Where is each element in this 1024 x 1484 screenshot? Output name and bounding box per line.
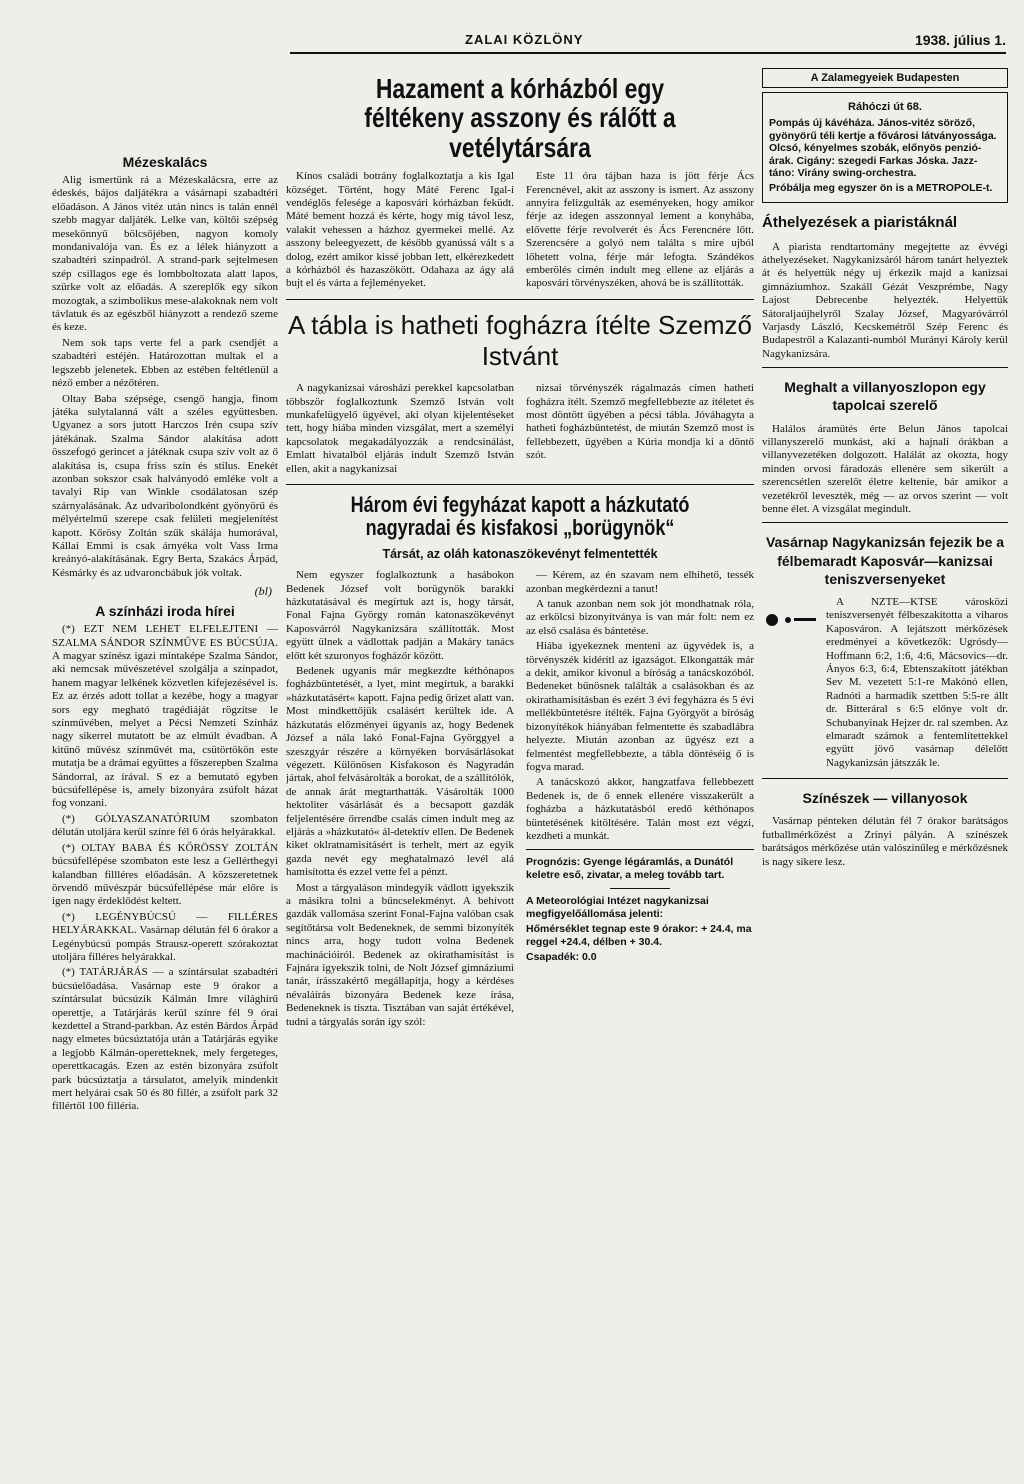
paragraph: Oltay Baba szépsége, csengő hangja, finom játéka sulytalanná vált a széles együttesben. Ugyanez a sors jutott Harczos Irén csupa szív játékának. Szalma Sándor alakítása adott összefogó gerincet a játéknak csupa szív volt az ő alakítása is, csupa friss szín és stílus. Enekét azonban sokszor csak halványodó emléke volt a tavalyi Rip van Winkle csodálatosan szép szárnyalásának. Az udvaribolondként gyönyörű és mélyértelmű szerepe csak felületi megjelenítést kapott. Kőrösy Zoltán szűk skálája humorával, Kállai Emmi is csak árnyéka volt Vass Irma kreányó-alakításának. Egry Berta, Szakács Árpád, Késmárky és az udvaroncbábuk jók voltak. bbox=[52, 392, 278, 579]
story-szemzo bbox=[286, 382, 754, 478]
article-title-szineszek: Színészek — villanyosok bbox=[802, 790, 968, 807]
ad-text: Pompás új kávéháza. János-vitéz söröző, gyönyörű téli kertje a fővárosi látványossága. Olcsó, kényelmes szobák, előnyös penzió-árak. Cigány: szegedi Farkas Jóska. Jazz-táno: Virány swing-orchestra. bbox=[769, 117, 997, 179]
paragraph: A piarista rendtartomány megejtette az évvégi áthelyezéseket. Nagykanizsáról három tanárt helyeztek át és helyettük négy uj érkezik majd a kanizsai gimnáziumhoz. Szakáll Gézát Veszprémbe, Nagy Lajost Debrecenbe helyezték. Helyettük Sátoraljaújhelyről Szalay József, Magyaróvárról Varjasdy László, Kecskemétről Szép Ferenc és Budapestről a Kalazanti-numból Murányi Károly kerül Nagykanizsára. bbox=[762, 240, 1008, 360]
paragraph: A tanácskozó akkor, hangzatfava fellebbezett Bedenek is, de ő ennek ellenére visszakerült a fogházba a házkutatásból eredő kéthónapos büntetésének kitöltésére. Talán most ezt végzi, kezdheti a munkát. bbox=[526, 776, 754, 842]
box-title-zalamegyeiek: A Zalamegyeiek Budapesten bbox=[762, 68, 1008, 88]
right-column bbox=[762, 64, 1008, 1482]
paragraph: nizsai törvényszék rágalmazás címen hatheti fogházra ítélt. Szemző megfellebbezte az ítéletet és most döntött ügyében a pécsi tábla. Jóváhagyta a hatheti fogházbüntetést, de miután Szemző most is fellebbezett, ügyében a Kúria mondja ki a döntő szót. bbox=[526, 382, 754, 462]
masthead-date: 1938. július 1. bbox=[914, 32, 1006, 48]
divider bbox=[286, 299, 754, 300]
article-title-szinhazi-iroda: A színházi iroda hírei bbox=[95, 603, 235, 620]
tennis-article bbox=[762, 596, 1008, 772]
advertisement-metropole bbox=[762, 92, 1008, 203]
masthead-title: ZALAI KÖZLÖNY bbox=[465, 32, 584, 47]
tennis-racket-icon bbox=[762, 600, 818, 640]
divider bbox=[286, 484, 754, 485]
weather-prognosis: Prognózis: Gyenge légáramlás, a Dunától keletre eső, zivatar, a meleg tovább tart. bbox=[526, 856, 734, 882]
article-title-meghalt: Meghalt a villanyoszlopon egy tapolcai szerelő bbox=[784, 379, 986, 414]
divider bbox=[610, 888, 670, 889]
weather-station: A Meteorológiai Intézet nagykanizsai megfigyelőállomása jelenti: bbox=[526, 895, 709, 921]
paragraph: (*) OLTAY BABA ÉS KŐRÖSSY ZOLTÁN búcsúfellépése szombaton este lesz a Gellérthegyi kalandban fillléres előadásán. A közszeretetnek örvendő művészpár búcsúfellépése már előre is igen nagy érdeklődést keltett. bbox=[52, 841, 278, 908]
divider bbox=[762, 367, 1008, 368]
paragraph: A NZTE—KTSE városközi teniszversenyét félbeszakította a viharos Kaposváron. A lejátszott mérkőzések eredményei a következők: Ugrósdy—Hoffmann 6:2, 1:6, 4:6, Mácsovics—dr. Ányos 6:3, 6:4, Ebtenszakított játékban Sev M. vezetett 5:1-re Makónó ellen, Radnóti a harmadik szettben 5:5-re állt dr. Bitteráral s 6:5 előnye volt dr. Schubanyinak Hejzer dr. ral szemben. Az elmaradt számok a fentemlítettekkel együtt jövő vasárnap délelőtt Nagykanizsán játszzák le. bbox=[826, 595, 1008, 769]
article-title-tennis: Vasárnap Nagykanizsán fejezik be a félbemaradt Kaposvár—kanizsai teniszversenyeket bbox=[765, 534, 1005, 587]
paragraph: A nagykanizsai városházi perekkel kapcsolatban többször foglalkoztunk Szemző István volt munkafelügyelő ügyével, aki olyan kijelentéseket tett, hogy hiába minden vizsgálat, mert a személyi kapcsolatok megakadályozzák a rendcsinálást, Emlatt hivatalból eljárás indult Szemző István ellen, akit a nagykanizsai bbox=[286, 382, 514, 475]
paragraph: Bedenek ugyanis már megkezdte kéthónapos fogházbüntetését, a lyet, mint megírtuk, a barakki »házkutatásért« kapott. Fajna pedig őrizet alatt van. Most mindkettőjük csalásért kerültek ide. A házkutatás előzményei ügyanis az, hogy Bedenek József a nála lakó Fonal-Fajna Györggyel a szeszgyár részére a környéken borvásárlásokat végezett. Különösen Kisfakoson és Nagyradán jártak, ahol felvásárolták a borokat, de a szállítólók, de annak árát megtarthatták. Vásárolták 1000 hektoliter vásárlását és a becsapott gazdák feljelentésére őrrendbe csalás címen indult meg az eljárás a »házkutató« ál-detektív ellen. De Bedenek kiket oklratnamisításért is terhelt, mert az egyik gazda nevét egy meghatalmazó levél alá hamisította és ezzel vette fel a pénzt. bbox=[286, 665, 514, 879]
paragraph: Vasárnap pénteken délután fél 7 órakor barátságos futballmérkőzést a Zrínyi pályán. A színészek barátságos mérkőzése után valószínűleg e mérkőzésnek is nagy sikere lesz. bbox=[762, 815, 1008, 868]
left-column bbox=[52, 150, 278, 1480]
headline-korhaz: Hazament a kórházból egy féltékeny asszony és rálőtt a vetélytársára bbox=[364, 73, 676, 163]
paragraph: Alig ismertünk rá a Mézeskalácsra, erre az édeskés, bájos daljátékra a vásárnapi szabadtéri előadáson. A János vitéz után nincs is talán ennél szebb magyar daljáték. Lelke van, költői szépség mesekönnyű bölcsőjében, nagyon komoly mondanivalója van. És ez a lélek hiányzott a szabadtéri színpadról. A strand-park sejtelmesen szép csillagos ege és lombboltozata alatt lapos, szürke volt az előadás. A szereplők egy síkon mozogtak, a szimbolikus mese-alakoknak nem volt távlatuk és az egészből hiányzott a rendező szeme és keze. bbox=[52, 174, 278, 334]
paragraph: Este 11 óra tájban haza is jött férje Ács Ferencnével, akit az asszony is ismert. Az asszony annyira felizgulták az eseményeken, hogy amikor férje az idegen asszonnyal lement a konyhába, elővette férje revolverét és Ács Ferencnére lőtt. Szerencsére a golyó nem találta s mire ujból lőhetett volna, férje már lefogta. Szándékos emberölés cimén indult meg ellene az eljárás a kaposvári törvényszéken, ahová be is szállították. bbox=[526, 170, 754, 290]
paragraph: Halálos áramütés érte Belun János tapolcai villanyszerelő munkást, aki a hajnali órákban a villanyvezetéken dolgozott. Halálát az okozta, hogy minden orvosi fáradozás ellenére sem sikerült a szerencsétlen szerelőt életre keltenie, bár amikor a vezetékről leveszték, még — az orvos szerint — volt benne élet. A vizsgálat megindult. bbox=[762, 422, 1008, 515]
paragraph: Hiába igyekeznek menteni az ügyvédek is, a törvényszék kidérítl az igazságot. Elkongatták már a dekit, amikor kivonul a bíróság a tanácskozóból. Bedeneket bűnösnek találták a csalásokban és az okirathamisításban és ezért 3 évi fegyházra és 5 évi mellékbüntetésre ítélték. Fajna Györgyöt a bíróság bizonyítékok hiányában felmentette és szabadlábra helyezte. Miután azonban az ügyész ezt a felmentést megfellebbezte, a tábla döntéséig ő is fogva marad. bbox=[526, 640, 754, 773]
paragraph: (*) GÓLYASZANATÓRIUM szombaton délután utoljára kerül színre fél 6 órás helyárakkal. bbox=[52, 812, 278, 839]
paragraph: Nem egyszer foglalkoztunk a hasábokon Bedenek József volt borügynök barakki házkutatásával és megírtuk azt is, hogy társát, Fonal Fajna György román katonaszökevényt Kaposvárról Nagykanizsára szállították. Most együtt ülnek a vádlottak padján a Makáry tanács előtt két szuronyos fogházőr között. bbox=[286, 569, 514, 662]
paragraph: Kínos családi botrány foglalkoztatja a kis Igal községet. Történt, hogy Máté Ferenc Igal-i vendéglős felesége a kaposvári kórházban feküdt. Máté bement hozzá és kérte, hogy míg távol lesz, valakit vehessen a házhoz gyermekei mellé. Az asszony beleegyezett, de később gyanússá vált s a dolog, ezért amikor kissé jobban lett, elkérezkedett a kórházból és hazaszökött. Odahaza az ágy alá bujt el és várta a fejleményeket. bbox=[286, 170, 514, 290]
paragraph: A tanuk azonban nem sok jót mondhatnak róla, az erkölcsi bizonyítványa is van már folt: nem ez az első csalása és bántetése. bbox=[526, 598, 754, 637]
divider bbox=[762, 778, 1008, 779]
headline-szemzo: A tábla is hatheti fogházra ítélte Szemző Istvánt bbox=[288, 309, 752, 372]
ad-slogan: Próbálja meg egyszer ön is a METROPOLE-t. bbox=[769, 181, 993, 194]
divider bbox=[526, 849, 754, 850]
paragraph: (*) TATÁRJÁRÁS — a színtársulat szabadtéri búcsúelőadása. Vasárnap este 9 órakor a színtársulat búcsúzik Kálmán Imre világhírű operettje, a Tatárjárás kerül színre fél 9 órai kezdettel a Strand-parkban. Az estén Bárdos Árpád nagy elmetes búcsúztatója után a Tatárjárás egyike a legjobb Kálmán-operetteknek, mely fergeteges, operettkacagás. Ezen az estén bizonyára zsúfolt park búcsúztatja a társulatot, amelyik mindenkit mert helyárai csak 50 és 80 fillér, a zsúfolt park 32 fillértől 100 filléria. bbox=[52, 966, 278, 1113]
article-title-text: Áthelyezések a piaristáknál bbox=[762, 214, 958, 231]
paragraph: (*) EZT NEM LEHET ELFELEJTENI — SZALMA SÁNDOR SZÍNMŰVE ES BÚCSÚJA. A magyar színész igazi mintaképe Szalma Sándor, aki nemcsak művészetével szolgálja a színpadot, hanem magyar lelkének közvetlen kifejezésével is. Ez az érzés adott tollat a kezébe, hogy a magyar sors egy megható tragédiáját rögzítse le színművében, melyet a Pécsi Nemzeti Színház nagy sikerrel mutatott be az elmúlt évadban. A kitűnő művész színművét ma, csütörtökön este mutatja be a drámai együttes a főszerepben Szalma Sándorral, az írával. S ez a bemutató egyben búcsúfellépése is, amely bizonyára zsúfolt házat fog vonzani. bbox=[52, 623, 278, 810]
ad-address: Ráhóczi út 68. bbox=[848, 101, 922, 113]
subheadline-fegyhaz: Társát, az oláh katonaszökevényt felmentették bbox=[382, 547, 658, 562]
article-title-mezeskalacs: Mézeskalács bbox=[122, 154, 208, 170]
paragraph: Most a tárgyaláson mindegyik vádlott igyekszik a másikra tolni a bűncselekményt. A behívott gazdák vallomása szerint Fonal-Fajna valóban csak segítőtársa volt Bedeneknek, de semmi bizonyíték nincs arra, hogy tudott volna Bedenek machinációiról. Bedenek az okirathamisítást is Fajnára igyekszik tolni, de Nolt József gimnáziumi tanár, írásszakértő megállapítja, hogy a kérdéses névaláírás bizonyára Bedenek keze írása, Bedeneknek is tiszta. Tisztában van saját értékével, tudni a tárgyalás során így szól: bbox=[286, 881, 514, 1028]
headline-fegyhaz: Három évi fegyházat kapott a házkutató nagyradai és kisfakosi „borügynök“ bbox=[350, 492, 690, 541]
middle-column bbox=[286, 66, 754, 1482]
weather-temperature: Hőmérséklet tegnap este 9 órakor: + 24.4, ma reggel +24.4, délben + 30.4. bbox=[526, 923, 752, 949]
story-korhaz bbox=[286, 170, 754, 293]
weather-precipitation: Csapadék: 0.0 bbox=[526, 951, 597, 964]
story-fegyhaz bbox=[286, 569, 754, 1031]
paragraph: Nem sok taps verte fel a park csendjét a szabadtéri estéjén. Határozottan multak el a legszebb jelenetek. Ebben az estében feltétlenül a néző ember a nézőtéren. bbox=[52, 336, 278, 390]
masthead bbox=[290, 30, 1006, 54]
article-title-athelyezesek bbox=[762, 213, 1008, 233]
author-signature: (bl) bbox=[254, 584, 272, 599]
divider bbox=[762, 522, 1008, 523]
paragraph: (*) LEGÉNYBÚCSÚ — FILLÉRES HELYÁRAKKAL. Vasárnap délután fél 6 órakor a Legénybúcsú pompás Strausz-operett szórakoztat utoljára filléres helyárakkal. bbox=[52, 910, 278, 963]
paragraph: — Kérem, az én szavam nem elhihető, tessék azonban megkérdezni a tanut! bbox=[526, 569, 754, 595]
